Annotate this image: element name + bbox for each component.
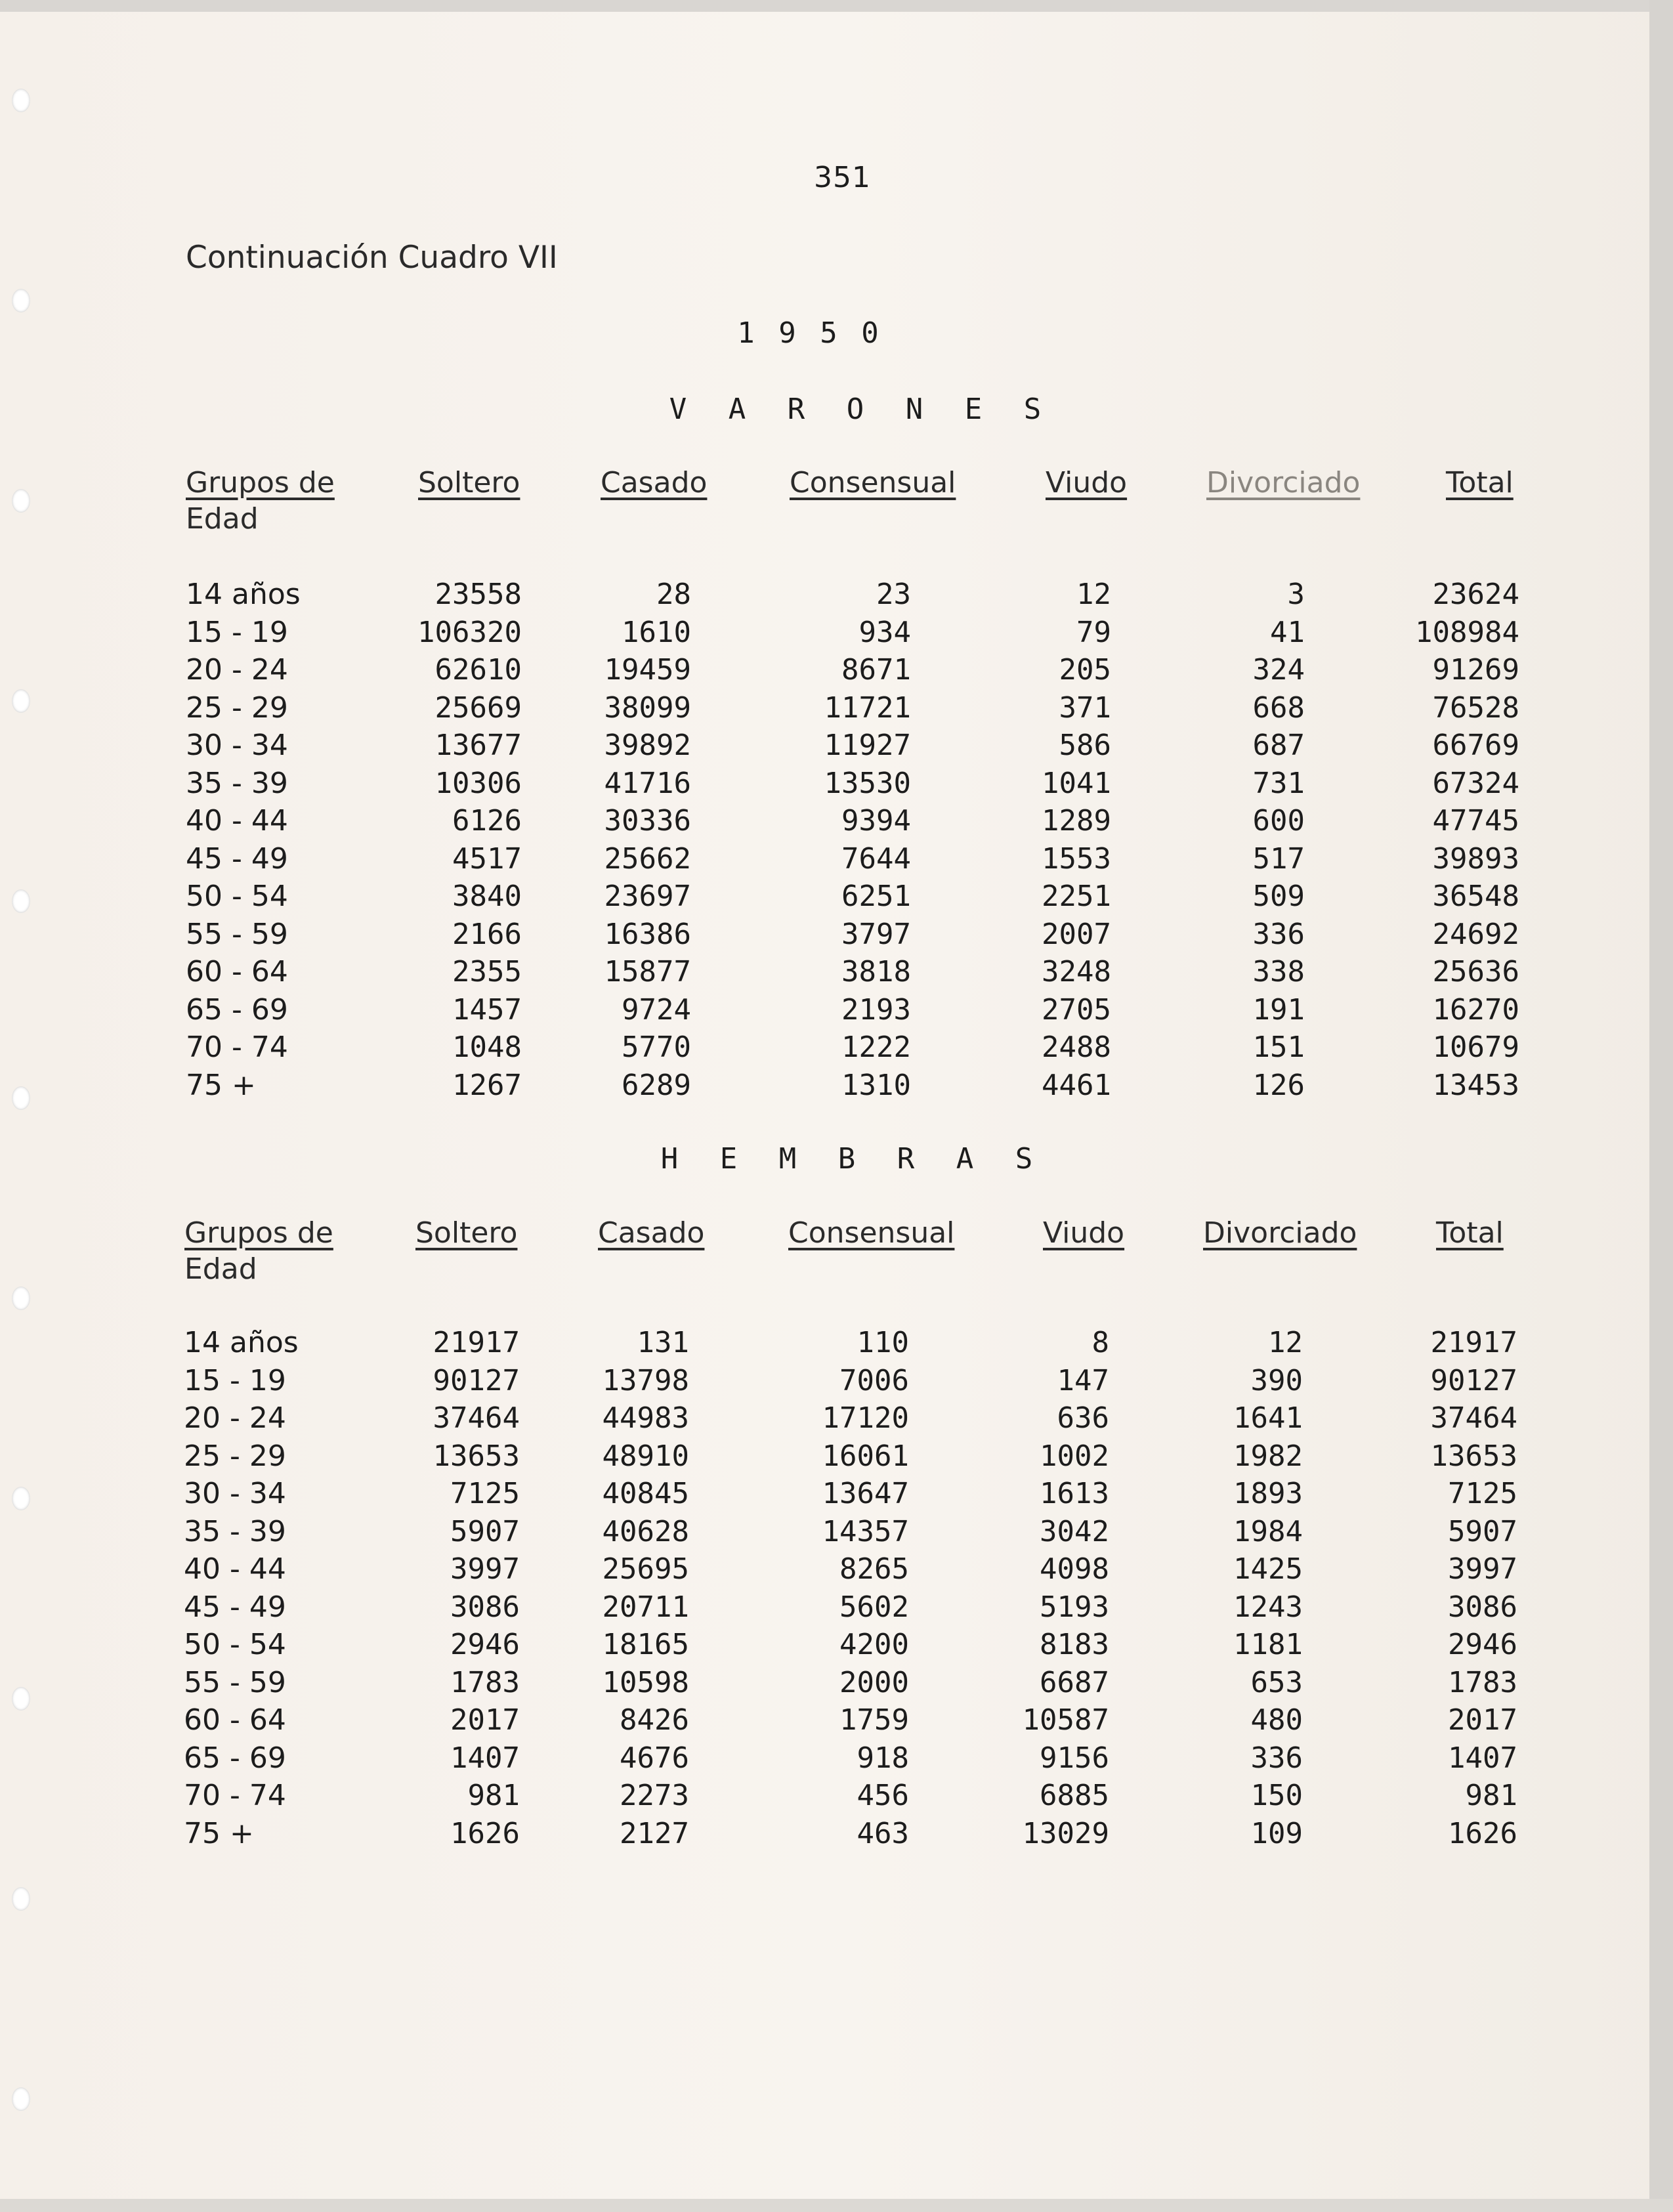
- cell-total: 36548: [1432, 880, 1519, 913]
- cell-total: 90127: [1430, 1363, 1517, 1397]
- year-heading: [725, 316, 891, 350]
- cell-total: 76528: [1432, 691, 1519, 725]
- cell-viudo: 12: [1076, 578, 1111, 611]
- cell-divorciado: 126: [1252, 1068, 1305, 1102]
- table-row: [0, 1401, 1673, 1439]
- cell-casado: 2127: [620, 1816, 689, 1850]
- header-casado: Casado: [598, 1216, 705, 1250]
- cell-consensual: 17120: [822, 1401, 909, 1435]
- cell-divorciado: 150: [1250, 1779, 1303, 1812]
- cell-total: 2946: [1448, 1628, 1517, 1661]
- cell-group: 30 - 34: [184, 1477, 286, 1510]
- table-row: [0, 1590, 1673, 1628]
- cell-soltero: 37464: [433, 1401, 520, 1435]
- cell-total: 91269: [1432, 653, 1519, 687]
- cell-divorciado: 1181: [1233, 1628, 1303, 1661]
- cell-consensual: 4200: [839, 1628, 909, 1661]
- cell-casado: 30336: [604, 804, 691, 838]
- cell-group: 75 +: [186, 1068, 256, 1102]
- table-row: [0, 1817, 1673, 1854]
- cell-consensual: 1759: [839, 1703, 909, 1737]
- cell-group: 70 - 74: [184, 1779, 286, 1812]
- header-viudo: Viudo: [1043, 1216, 1125, 1250]
- cell-casado: 6289: [622, 1068, 691, 1102]
- cell-divorciado: 687: [1252, 729, 1305, 762]
- cell-consensual: 463: [857, 1816, 909, 1850]
- cell-consensual: 14357: [822, 1514, 909, 1548]
- table-row: [0, 616, 1673, 653]
- cell-viudo: 8: [1091, 1326, 1109, 1359]
- table-row: [0, 993, 1673, 1031]
- cell-casado: 15877: [604, 955, 691, 989]
- cell-group: 45 - 49: [186, 841, 288, 876]
- cell-consensual: 934: [858, 615, 911, 649]
- title-letter: H: [660, 1142, 679, 1176]
- cell-soltero: 2166: [452, 917, 522, 951]
- cell-consensual: 8265: [839, 1552, 909, 1586]
- cell-group: 65 - 69: [184, 1741, 286, 1775]
- cell-consensual: 2000: [839, 1665, 909, 1699]
- cell-soltero: 25669: [434, 691, 522, 725]
- cell-group: 25 - 29: [184, 1439, 286, 1473]
- cell-total: 1407: [1448, 1741, 1517, 1775]
- table-row: [0, 1326, 1673, 1363]
- cell-group: 60 - 64: [186, 955, 288, 989]
- table-row: [0, 842, 1673, 880]
- cell-casado: 13798: [602, 1363, 689, 1397]
- cell-soltero: 21917: [433, 1326, 520, 1359]
- table-row: [0, 1477, 1673, 1514]
- cell-consensual: 11721: [824, 691, 911, 725]
- year-digit: 1: [737, 316, 755, 350]
- cell-viudo: 9156: [1040, 1741, 1109, 1775]
- cell-divorciado: 336: [1250, 1741, 1303, 1775]
- cell-soltero: 3997: [450, 1552, 520, 1586]
- cell-consensual: 1222: [841, 1031, 911, 1064]
- table-row: [0, 1741, 1673, 1779]
- cell-viudo: 586: [1059, 729, 1111, 762]
- cell-casado: 25695: [602, 1552, 689, 1586]
- cell-consensual: 3797: [841, 917, 911, 951]
- cell-total: 66769: [1432, 729, 1519, 762]
- cell-group: 35 - 39: [184, 1514, 286, 1548]
- cell-total: 16270: [1432, 992, 1519, 1027]
- cell-soltero: 10306: [434, 766, 522, 800]
- cell-divorciado: 517: [1252, 841, 1305, 876]
- cell-total: 1626: [1448, 1816, 1517, 1850]
- page-number: 351: [814, 161, 871, 194]
- header-grupos: Grupos de: [184, 1216, 333, 1250]
- title-letter: R: [897, 1142, 915, 1176]
- cell-soltero: 981: [467, 1779, 520, 1812]
- cell-casado: 16386: [604, 917, 691, 951]
- cell-consensual: 6251: [841, 880, 911, 913]
- cell-divorciado: 1641: [1233, 1401, 1303, 1435]
- cell-viudo: 6885: [1040, 1779, 1109, 1812]
- cell-consensual: 23: [876, 578, 911, 611]
- cell-soltero: 1457: [452, 992, 522, 1027]
- cell-casado: 39892: [604, 729, 691, 762]
- cell-divorciado: 3: [1287, 578, 1305, 611]
- cell-casado: 10598: [602, 1665, 689, 1699]
- cell-casado: 19459: [604, 653, 691, 687]
- header-divorciado: Divorciado: [1206, 466, 1361, 500]
- header-total: Total: [1436, 1216, 1504, 1250]
- cell-soltero: 1407: [450, 1741, 520, 1775]
- title-letter: O: [846, 393, 864, 426]
- table-row: [0, 1666, 1673, 1703]
- cell-group: 75 +: [184, 1816, 254, 1850]
- cell-consensual: 7006: [839, 1363, 909, 1397]
- cell-viudo: 4461: [1042, 1068, 1111, 1102]
- cell-divorciado: 509: [1252, 880, 1305, 913]
- title-letter: R: [787, 393, 805, 426]
- cell-soltero: 7125: [450, 1477, 520, 1510]
- header-consensual: Consensual: [788, 1216, 955, 1250]
- cell-soltero: 23558: [434, 578, 522, 611]
- header-divorciado: Divorciado: [1203, 1216, 1357, 1250]
- cell-soltero: 1783: [450, 1665, 520, 1699]
- cell-soltero: 1048: [452, 1031, 522, 1064]
- cell-group: 55 - 59: [186, 917, 288, 951]
- cell-casado: 28: [656, 578, 691, 611]
- cell-casado: 2273: [620, 1779, 689, 1812]
- cell-group: 20 - 24: [186, 653, 288, 687]
- header-soltero: Soltero: [418, 466, 520, 500]
- header-consensual: Consensual: [790, 466, 956, 500]
- cell-divorciado: 324: [1252, 653, 1305, 687]
- cell-viudo: 5193: [1040, 1590, 1109, 1624]
- binder-hole: [12, 1287, 30, 1310]
- cell-casado: 4676: [620, 1741, 689, 1775]
- cell-group: 60 - 64: [184, 1703, 286, 1737]
- cell-casado: 5770: [622, 1031, 691, 1064]
- table-continuation-label: Continuación Cuadro VII: [186, 240, 558, 276]
- table-row: [0, 691, 1673, 729]
- cell-viudo: 79: [1076, 615, 1111, 649]
- table-row: [0, 767, 1673, 804]
- cell-divorciado: 1893: [1233, 1477, 1303, 1510]
- binder-hole: [12, 489, 30, 513]
- table-row: [0, 578, 1673, 615]
- cell-consensual: 2193: [841, 992, 911, 1027]
- cell-group: 40 - 44: [186, 804, 288, 838]
- cell-divorciado: 41: [1270, 615, 1305, 649]
- cell-soltero: 90127: [433, 1363, 520, 1397]
- cell-soltero: 3840: [452, 880, 522, 913]
- cell-consensual: 16061: [822, 1439, 909, 1473]
- cell-total: 2017: [1448, 1703, 1517, 1737]
- table-row: [0, 1703, 1673, 1741]
- table-row: [0, 653, 1673, 691]
- table-row: [0, 1031, 1673, 1068]
- cell-consensual: 8671: [841, 653, 911, 687]
- cell-divorciado: 338: [1252, 955, 1305, 989]
- cell-group: 25 - 29: [186, 691, 288, 725]
- cell-soltero: 2355: [452, 955, 522, 989]
- cell-viudo: 205: [1059, 653, 1111, 687]
- cell-soltero: 2017: [450, 1703, 520, 1737]
- cell-casado: 1610: [622, 615, 691, 649]
- cell-divorciado: 336: [1252, 917, 1305, 951]
- cell-total: 10679: [1432, 1031, 1519, 1064]
- cell-consensual: 7644: [841, 841, 911, 876]
- cell-divorciado: 480: [1250, 1703, 1303, 1737]
- varones-title: [648, 393, 1062, 426]
- table-row: [0, 955, 1673, 992]
- cell-consensual: 1310: [841, 1068, 911, 1102]
- cell-casado: 25662: [604, 841, 691, 876]
- cell-casado: 44983: [602, 1401, 689, 1435]
- cell-total: 47745: [1432, 804, 1519, 838]
- cell-soltero: 106320: [417, 615, 522, 649]
- cell-casado: 48910: [602, 1439, 689, 1473]
- cell-total: 25636: [1432, 955, 1519, 989]
- cell-consensual: 9394: [841, 804, 911, 838]
- cell-soltero: 1626: [450, 1816, 520, 1850]
- cell-viudo: 1041: [1042, 766, 1111, 800]
- header-grupos: Grupos de: [186, 466, 335, 500]
- title-letter: S: [1023, 393, 1042, 426]
- cell-group: 14 años: [184, 1326, 299, 1359]
- cell-group: 50 - 54: [186, 880, 288, 913]
- cell-viudo: 1289: [1042, 804, 1111, 838]
- cell-soltero: 13677: [434, 729, 522, 762]
- cell-group: 70 - 74: [186, 1031, 288, 1064]
- header-soltero: Soltero: [415, 1216, 518, 1250]
- cell-soltero: 3086: [450, 1590, 520, 1624]
- cell-viudo: 3042: [1040, 1514, 1109, 1548]
- cell-viudo: 1613: [1040, 1477, 1109, 1510]
- cell-total: 1783: [1448, 1665, 1517, 1699]
- cell-casado: 41716: [604, 766, 691, 800]
- cell-divorciado: 109: [1250, 1816, 1303, 1850]
- cell-divorciado: 668: [1252, 691, 1305, 725]
- table-row: [0, 1364, 1673, 1401]
- binder-hole: [12, 1887, 30, 1911]
- cell-group: 20 - 24: [184, 1401, 286, 1435]
- cell-viudo: 371: [1059, 691, 1111, 725]
- table-row: [0, 1552, 1673, 1590]
- cell-soltero: 2946: [450, 1628, 520, 1661]
- table-row: [0, 1515, 1673, 1552]
- cell-divorciado: 653: [1250, 1665, 1303, 1699]
- cell-soltero: 62610: [434, 653, 522, 687]
- hembras-title: [640, 1142, 1053, 1176]
- cell-divorciado: 191: [1252, 992, 1305, 1027]
- cell-casado: 40845: [602, 1477, 689, 1510]
- header-edad: Edad: [184, 1252, 257, 1286]
- cell-viudo: 4098: [1040, 1552, 1109, 1586]
- cell-viudo: 636: [1057, 1401, 1109, 1435]
- title-letter: E: [719, 1142, 738, 1176]
- cell-divorciado: 600: [1252, 804, 1305, 838]
- cell-group: 40 - 44: [184, 1552, 286, 1586]
- cell-soltero: 6126: [452, 804, 522, 838]
- table-row: [0, 1069, 1673, 1106]
- table-row: [0, 1628, 1673, 1665]
- title-letter: E: [964, 393, 983, 426]
- year-digit: 9: [778, 316, 796, 350]
- binder-hole: [12, 2087, 30, 2111]
- cell-casado: 9724: [622, 992, 691, 1027]
- cell-viudo: 3248: [1042, 955, 1111, 989]
- cell-viudo: 13029: [1022, 1816, 1109, 1850]
- title-letter: A: [728, 393, 746, 426]
- cell-casado: 23697: [604, 880, 691, 913]
- cell-viudo: 147: [1057, 1363, 1109, 1397]
- year-digit: 5: [820, 316, 837, 350]
- page-bottom-edge: [0, 2199, 1673, 2212]
- cell-group: 65 - 69: [186, 992, 288, 1027]
- cell-viudo: 2007: [1042, 917, 1111, 951]
- cell-total: 13453: [1432, 1068, 1519, 1102]
- cell-total: 5907: [1448, 1514, 1517, 1548]
- table-row: [0, 1439, 1673, 1477]
- cell-total: 37464: [1430, 1401, 1517, 1435]
- cell-soltero: 4517: [452, 841, 522, 876]
- cell-group: 15 - 19: [184, 1363, 286, 1397]
- cell-total: 67324: [1432, 766, 1519, 800]
- cell-divorciado: 12: [1268, 1326, 1303, 1359]
- cell-total: 21917: [1430, 1326, 1517, 1359]
- cell-divorciado: 151: [1252, 1031, 1305, 1064]
- title-letter: A: [956, 1142, 974, 1176]
- cell-consensual: 13530: [824, 766, 911, 800]
- table-row: [0, 1779, 1673, 1816]
- cell-casado: 20711: [602, 1590, 689, 1624]
- title-letter: M: [778, 1142, 797, 1176]
- title-letter: B: [837, 1142, 856, 1176]
- cell-total: 39893: [1432, 841, 1519, 876]
- page-right-edge: [1649, 0, 1673, 2212]
- cell-viudo: 1002: [1040, 1439, 1109, 1473]
- cell-divorciado: 1425: [1233, 1552, 1303, 1586]
- cell-casado: 40628: [602, 1514, 689, 1548]
- cell-total: 7125: [1448, 1477, 1517, 1510]
- cell-group: 50 - 54: [184, 1628, 286, 1661]
- cell-total: 24692: [1432, 917, 1519, 951]
- cell-total: 981: [1465, 1779, 1517, 1812]
- page-top-edge: [0, 0, 1673, 12]
- table-row: [0, 804, 1673, 841]
- cell-consensual: 3818: [841, 955, 911, 989]
- cell-viudo: 2251: [1042, 880, 1111, 913]
- year-digit: 0: [861, 316, 879, 350]
- cell-viudo: 2488: [1042, 1031, 1111, 1064]
- cell-viudo: 2705: [1042, 992, 1111, 1027]
- cell-divorciado: 390: [1250, 1363, 1303, 1397]
- cell-soltero: 1267: [452, 1068, 522, 1102]
- cell-viudo: 10587: [1022, 1703, 1109, 1737]
- cell-viudo: 6687: [1040, 1665, 1109, 1699]
- table-row: [0, 918, 1673, 955]
- cell-consensual: 5602: [839, 1590, 909, 1624]
- cell-casado: 18165: [602, 1628, 689, 1661]
- cell-total: 3997: [1448, 1552, 1517, 1586]
- cell-consensual: 13647: [822, 1477, 909, 1510]
- title-letter: N: [905, 393, 923, 426]
- title-letter: S: [1015, 1142, 1033, 1176]
- cell-group: 15 - 19: [186, 615, 288, 649]
- table-row: [0, 729, 1673, 766]
- binder-hole: [12, 89, 30, 112]
- cell-consensual: 110: [857, 1326, 909, 1359]
- cell-consensual: 11927: [824, 729, 911, 762]
- cell-total: 13653: [1430, 1439, 1517, 1473]
- cell-soltero: 13653: [433, 1439, 520, 1473]
- header-total: Total: [1446, 466, 1514, 500]
- cell-divorciado: 1982: [1233, 1439, 1303, 1473]
- header-viudo: Viudo: [1046, 466, 1128, 500]
- cell-divorciado: 1984: [1233, 1514, 1303, 1548]
- cell-viudo: 1553: [1042, 841, 1111, 876]
- cell-total: 108984: [1415, 615, 1519, 649]
- cell-group: 35 - 39: [186, 766, 288, 800]
- cell-divorciado: 731: [1252, 766, 1305, 800]
- cell-casado: 8426: [620, 1703, 689, 1737]
- cell-consensual: 918: [857, 1741, 909, 1775]
- header-casado: Casado: [601, 466, 708, 500]
- header-edad: Edad: [186, 502, 259, 536]
- binder-hole: [12, 289, 30, 312]
- cell-total: 3086: [1448, 1590, 1517, 1624]
- cell-group: 55 - 59: [184, 1665, 286, 1699]
- table-row: [0, 880, 1673, 917]
- cell-consensual: 456: [857, 1779, 909, 1812]
- cell-group: 30 - 34: [186, 729, 288, 762]
- cell-casado: 131: [637, 1326, 689, 1359]
- cell-group: 45 - 49: [184, 1590, 286, 1624]
- cell-total: 23624: [1432, 578, 1519, 611]
- cell-group: 14 años: [186, 578, 301, 611]
- cell-soltero: 5907: [450, 1514, 520, 1548]
- cell-divorciado: 1243: [1233, 1590, 1303, 1624]
- title-letter: V: [669, 393, 687, 426]
- cell-viudo: 8183: [1040, 1628, 1109, 1661]
- cell-casado: 38099: [604, 691, 691, 725]
